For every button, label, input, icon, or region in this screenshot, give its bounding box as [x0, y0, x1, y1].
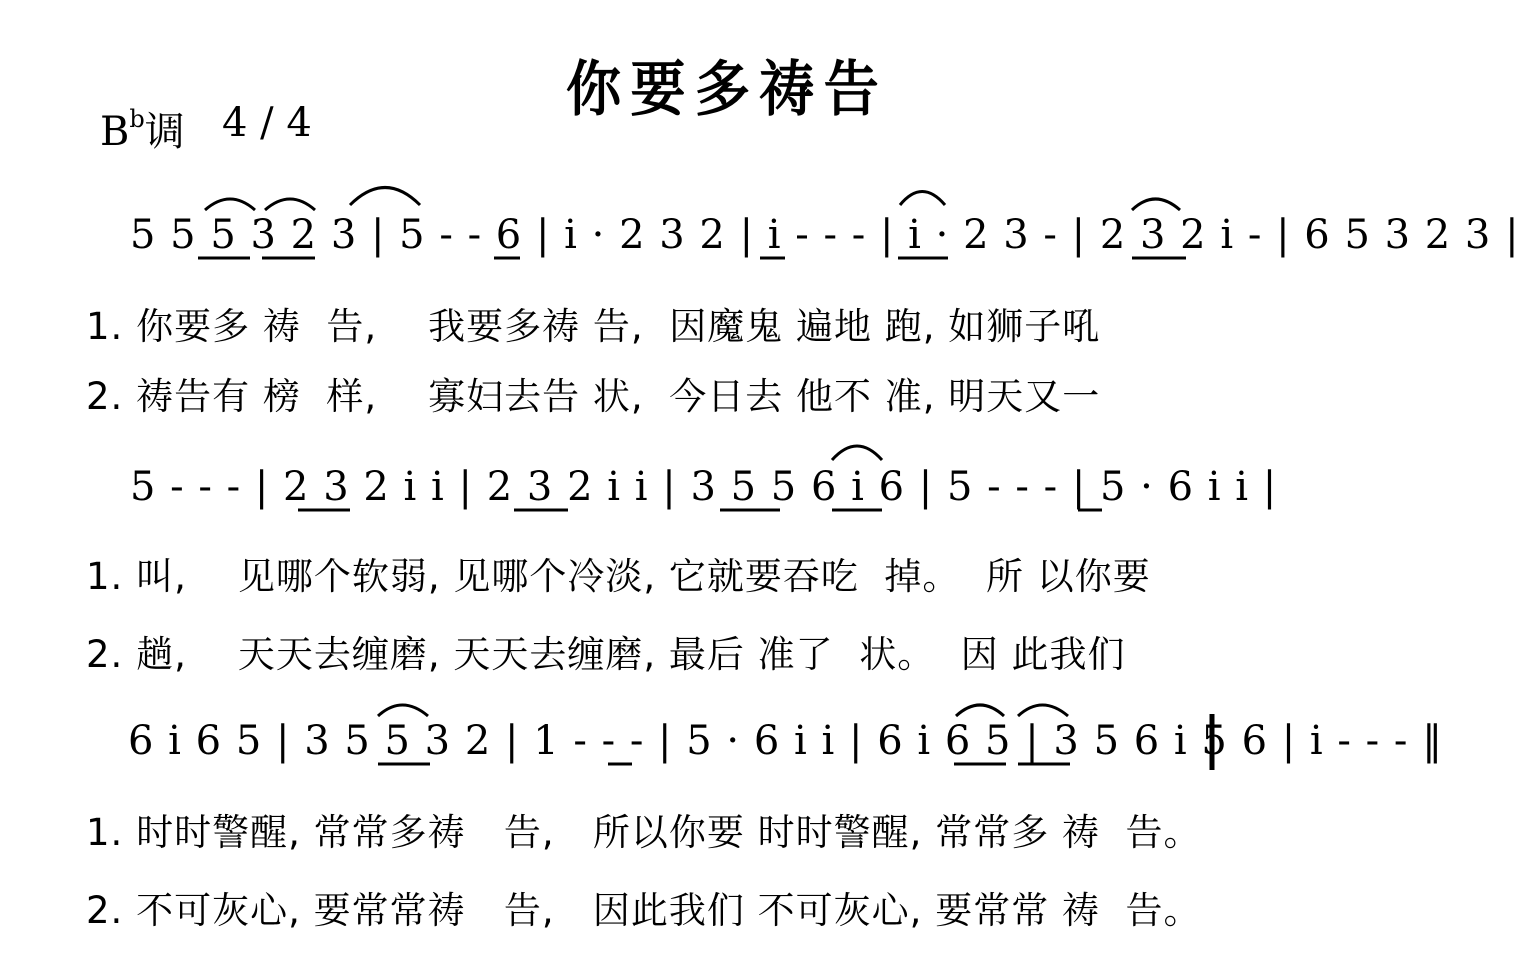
lyric-verse1-line3: 1. 时时警醒, 常常多祷 告, 所以你要 时时警醒, 常常多 祷 告。 [86, 811, 1202, 854]
lyric-verse1-line2: 1. 叫, 见哪个软弱, 见哪个冷淡, 它就要吞吃 掉。 所 以你要 [86, 555, 1151, 598]
slur [378, 705, 428, 716]
notation-line-3: 6 i 6 5 | 3 5 5 3 2 | 1 - - - | 5 · 6 i i | 6 i 6 5 | 3 5 6 i 5 6 | i - - - ‖ [128, 718, 1444, 764]
slur [832, 446, 882, 460]
slur [1018, 705, 1068, 716]
lyric-verse2-line1: 2. 祷告有 榜 样, 寡妇去告 状, 今日去 他不 准, 明天又一 [86, 375, 1101, 418]
lyric-verse2-line2: 2. 趟, 天天去缠磨, 天天去缠磨, 最后 准了 状。 因 此我们 [86, 633, 1126, 676]
song-title: 你要多祷告 [566, 55, 888, 125]
key-flat: b [129, 105, 145, 133]
slur [900, 192, 945, 206]
slur [1132, 199, 1180, 210]
time-signature: 4 / 4 [222, 100, 312, 146]
key-letter: B [100, 109, 130, 155]
lyric-verse2-line3: 2. 不可灰心, 要常常祷 告, 因此我们 不可灰心, 要常常 祷 告。 [86, 889, 1202, 932]
lyric-verse1-line1: 1. 你要多 祷 告, 我要多祷 告, 因魔鬼 遍地 跑, 如狮子吼 [86, 305, 1101, 348]
notation-line-1: 5 5 5 3 2 3 | 5 - - 6 | i · 2 3 2 | i - - - | i · 2 3 - | 2 3 2 i - | 6 5 3 2 3 | [130, 212, 1520, 258]
notation-line-2: 5 - - - | 2 3 2 i i | 2 3 2 i i | 3 5 5 6 i 6 | 5 - - - | 5 · 6 i i | [130, 464, 1278, 510]
slur [350, 188, 420, 206]
slur [956, 705, 1004, 716]
slur [265, 199, 315, 210]
key-suffix: 调 [144, 109, 185, 155]
slur [205, 199, 255, 210]
